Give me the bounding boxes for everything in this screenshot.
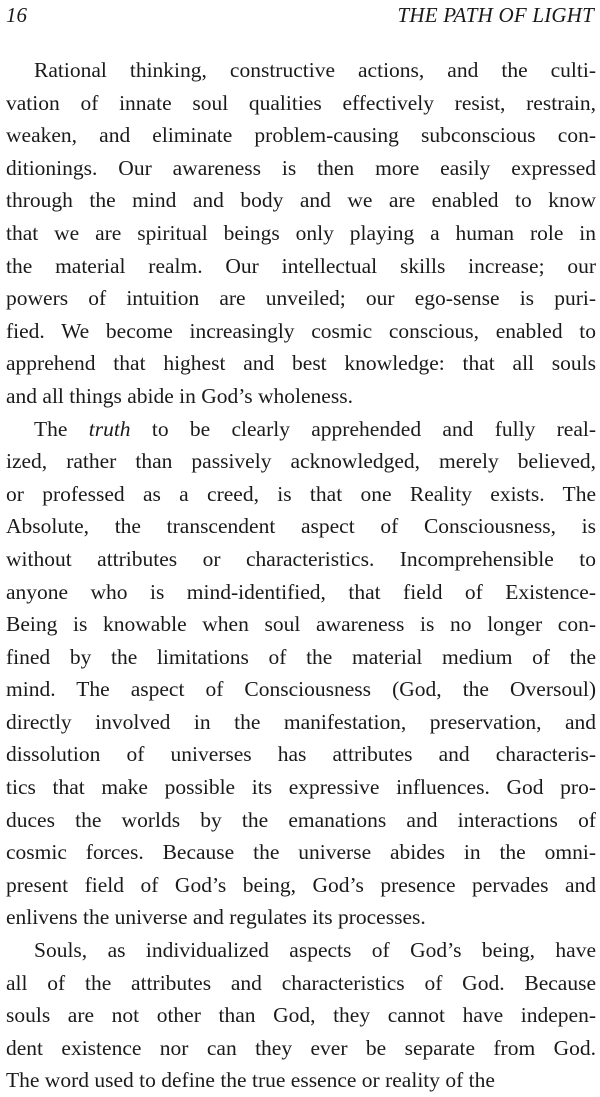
text-line [6, 804, 596, 837]
text-line [6, 152, 596, 185]
text-line [6, 706, 596, 739]
page-number: 16 [6, 3, 27, 27]
text-line [6, 250, 596, 283]
text-line [6, 54, 596, 87]
running-head [6, 2, 594, 28]
body-text [6, 54, 596, 1097]
line-text: cosmic forces. Because the universe abides in the omni- [6, 840, 596, 865]
line-text: or professed as a creed, is that one Reality exists. The [6, 481, 596, 506]
text-line [6, 1032, 596, 1065]
line-text: directly involved in the manifestation, preservation, and [6, 709, 596, 734]
line-text: and all things abide in God’s wholeness. [6, 383, 353, 408]
text-line [6, 315, 596, 348]
line-text: all of the attributes and characteristics of God. Because [6, 970, 596, 995]
text-line [6, 445, 596, 478]
text-line [6, 836, 596, 869]
text-line [6, 119, 596, 152]
text-line [6, 282, 596, 315]
paragraph [6, 413, 596, 935]
line-text: apprehend that highest and best knowledge: that all souls [6, 351, 596, 376]
text-line [6, 510, 596, 543]
line-text: dent existence nor can they ever be separate from God. [6, 1035, 596, 1060]
line-text: vation of innate soul qualities effectively resist, restrain, [6, 90, 596, 115]
text-line [6, 87, 596, 120]
text-line [6, 738, 596, 771]
text-line [6, 1064, 596, 1097]
line-text: Absolute, the transcendent aspect of Consciousness, is [6, 514, 596, 539]
text-line [6, 901, 596, 934]
line-text: without attributes or characteristics. Incomprehensible to [6, 546, 596, 571]
text-line [6, 934, 596, 967]
line-text: ized, rather than passively acknowledged, merely believed, [6, 449, 596, 474]
line-text: mind. The aspect of Consciousness (God, the Oversoul) [6, 677, 596, 702]
line-text: that we are spiritual beings only playing a human role in [6, 220, 596, 245]
line-text: fied. We become increasingly cosmic conscious, enabled to [6, 318, 596, 343]
text-line [6, 771, 596, 804]
line-text: The [34, 416, 89, 441]
text-line [6, 641, 596, 674]
line-text: anyone who is mind-identified, that field of Existence- [6, 579, 596, 604]
text-line [6, 673, 596, 706]
line-text: tics that make possible its expressive influences. God pro- [6, 775, 596, 800]
line-text: ditionings. Our awareness is then more easily expressed [6, 155, 596, 180]
line-text: powers of intuition are unveiled; our ego-sense is puri- [6, 286, 596, 311]
paragraph [6, 934, 596, 1097]
line-text: through the mind and body and we are enabled to know [6, 188, 596, 213]
text-line [6, 869, 596, 902]
text-line [6, 576, 596, 609]
emphasis-text: truth [88, 416, 131, 441]
line-text: souls are not other than God, they cannot have indepen- [6, 1003, 596, 1028]
line-text: enlivens the universe and regulates its processes. [6, 905, 426, 930]
text-line [6, 217, 596, 250]
line-text: fined by the limitations of the material medium of the [6, 644, 596, 669]
line-text: Rational thinking, constructive actions, and the culti- [34, 58, 596, 82]
line-text: present field of God’s being, God’s presence pervades and [6, 872, 596, 897]
paragraph [6, 54, 596, 413]
text-line [6, 380, 596, 413]
line-text: weaken, and eliminate problem-causing subconscious con- [6, 123, 596, 148]
line-text: dissolution of universes has attributes and characteris- [6, 742, 596, 767]
text-line [6, 413, 596, 446]
text-line [6, 999, 596, 1032]
line-text: duces the worlds by the emanations and interactions of [6, 807, 596, 832]
book-title: THE PATH OF LIGHT [397, 3, 594, 27]
text-line [6, 967, 596, 1000]
line-text: to be clearly apprehended and fully real- [130, 416, 596, 441]
line-text: The word used to define the true essence or reality of the [6, 1068, 495, 1093]
text-line [6, 608, 596, 641]
text-line [6, 543, 596, 576]
text-line [6, 478, 596, 511]
line-text: Souls, as individualized aspects of God’s being, have [34, 938, 596, 963]
text-line [6, 184, 596, 217]
text-line [6, 347, 596, 380]
line-text: Being is knowable when soul awareness is no longer con- [6, 612, 596, 637]
line-text: the material realm. Our intellectual skills increase; our [6, 253, 596, 278]
